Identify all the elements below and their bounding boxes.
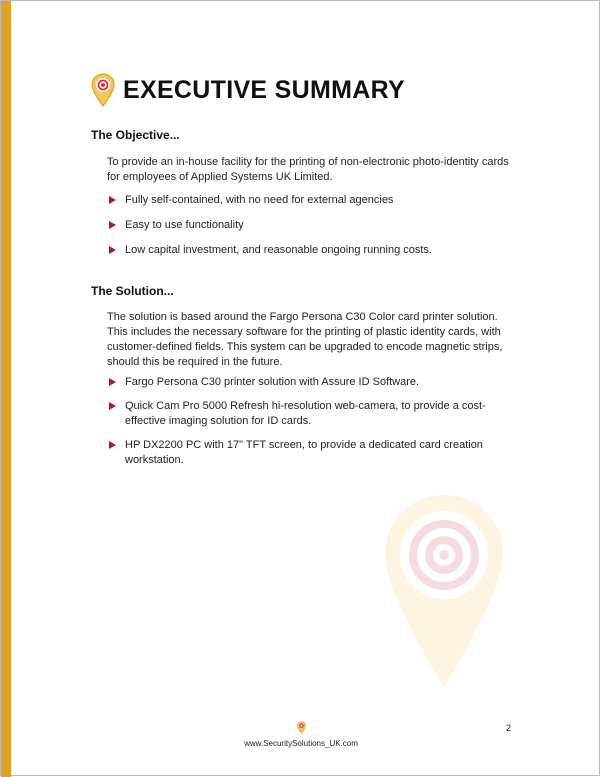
page-title: EXECUTIVE SUMMARY [123,75,405,104]
page-header [91,73,405,107]
list-item: Easy to use functionality [107,218,507,233]
objective-heading: The Objective... [91,128,180,142]
list-item: Fully self-contained, with no need for external agencies [107,193,507,208]
list-item: Fargo Persona C30 printer solution with Assure ID Software. [107,375,507,390]
watermark-pin-icon [379,491,509,696]
footer-pin-icon [297,721,306,739]
bullet-arrow-icon [109,196,116,204]
solution-heading: The Solution... [91,284,174,298]
solution-intro: The solution is based around the Fargo Persona C30 Color card printer solution. This includes the necessary software for the printing of plastic identity cards, with customer-defined fields. This system can be upgraded to encode magnetic strips, should this be required in the future. [107,311,503,368]
left-accent-stripe [1,1,11,777]
page-number: 2 [506,723,512,733]
list-item: HP DX2200 PC with 17" TFT screen, to provide a dedicated card creation workstation. [107,438,505,468]
solution-bullet-list [107,375,507,468]
bullet-arrow-icon [109,402,116,410]
objective-bullet-list [107,193,507,258]
location-pin-icon [91,73,115,107]
footer-website-link[interactable]: www.SecuritySolutions_UK.com [244,739,358,748]
list-item: Low capital investment, and reasonable ongoing running costs. [107,243,507,258]
list-item: Quick Cam Pro 5000 Refresh hi-resolution web-camera, to provide a cost-effective imaging solution for ID cards. [107,399,505,429]
bullet-arrow-icon [109,378,116,386]
objective-intro: To provide an in-house facility for the printing of non-electronic photo-identity cards for employees of Applied Systems UK Limited. [107,156,509,183]
bullet-arrow-icon [109,246,116,254]
bullet-arrow-icon [109,441,116,449]
bullet-arrow-icon [109,221,116,229]
